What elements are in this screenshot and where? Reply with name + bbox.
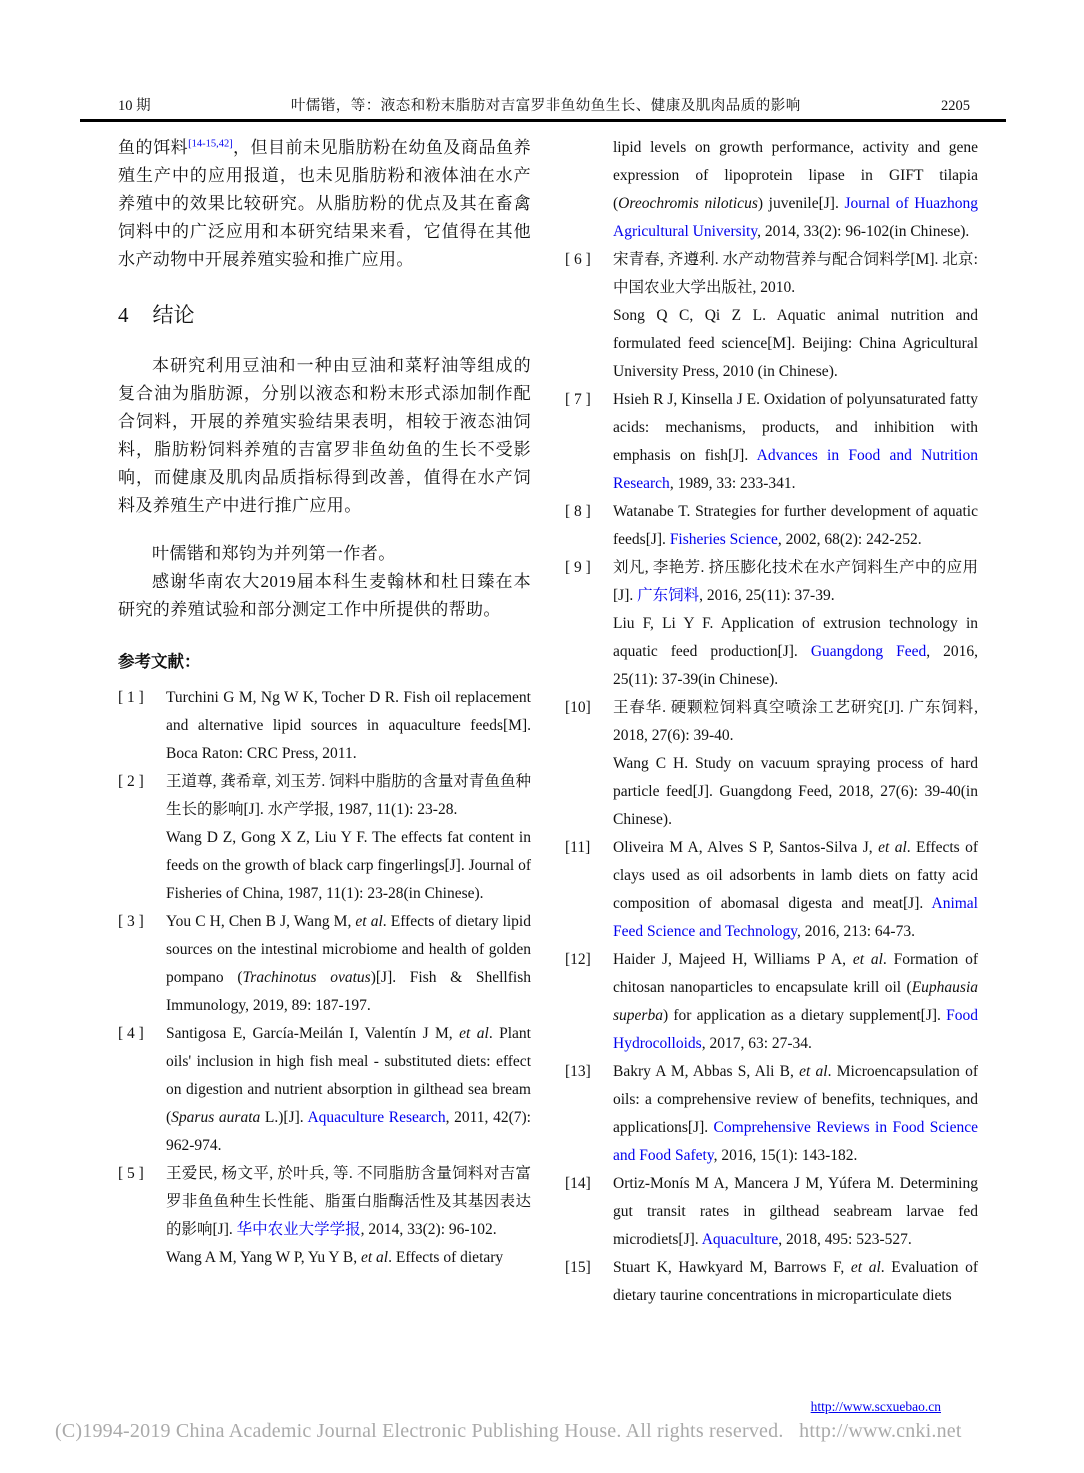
reference-item: [118, 684, 531, 768]
journal-link[interactable]: Food Hydrocolloids: [613, 1007, 978, 1052]
reference-paragraph: You C H, Chen B J, Wang M, et al. Effects of dietary lipid sources on the intestinal microbiome and health of golden pompano (Trachinotus ovatus)[J]. Fish & Shellfish Immunology, 2019, 89: 187-197.: [166, 913, 531, 1014]
italic-term: Oreochromis niloticus: [618, 195, 758, 212]
reference-paragraph: Wang C H. Study on vacuum spraying process of hard particle feed[J]. Guangdong Feed, 2018, 27(6): 39-40(in Chinese).: [613, 755, 978, 828]
reference-item: [565, 834, 978, 946]
running-title: 叶儒锴，等：液态和粉末脂肪对吉富罗非鱼幼鱼生长、健康及肌肉品质的影响: [290, 98, 801, 114]
reference-body: [166, 768, 531, 908]
left-column: [118, 134, 531, 1310]
intro-paragraph: [118, 134, 531, 274]
journal-link[interactable]: Comprehensive Reviews in Food Science and Food Safety: [613, 1119, 978, 1164]
reference-item: [565, 946, 978, 1058]
journal-link[interactable]: 华中农业大学学报: [236, 1221, 361, 1238]
reference-item: [565, 1170, 978, 1254]
journal-link[interactable]: Advances in Food and Nutrition Research: [613, 447, 978, 492]
issue-label: 10 期: [118, 98, 151, 114]
reference-paragraph: 刘凡, 李艳芳. 挤压膨化技术在水产饲料生产中的应用[J]. 广东饲料, 2016, 25(11): 37-39.: [613, 559, 978, 604]
reference-item: [118, 768, 531, 908]
reference-item: [565, 554, 978, 694]
reference-number: [12]: [565, 951, 591, 968]
reference-paragraph: 宋青春, 齐遵利. 水产动物营养与配合饲料学[M]. 北京: 中国农业大学出版社, 2010.: [613, 251, 978, 296]
page-number: 2205: [941, 98, 970, 114]
reference-number: [ 2 ]: [118, 773, 144, 790]
reference-number: [ 9 ]: [565, 559, 591, 576]
reference-number: [11]: [565, 839, 591, 856]
reference-body: [613, 834, 978, 946]
reference-body: [613, 1170, 978, 1254]
reference-body: [166, 684, 531, 768]
reference-body: [166, 908, 531, 1020]
italic-term: et al: [850, 1259, 881, 1276]
reference-paragraph: Stuart K, Hawkyard M, Barrows F, et al. Evaluation of dietary taurine concentrations in microparticulate diets: [613, 1259, 979, 1304]
right-column: [565, 134, 978, 1310]
copyright-watermark: (C)1994-2019 China Academic Journal Electronic Publishing House. All rights reserved. http://www.cnki.net: [55, 1420, 962, 1442]
citation-superscript[interactable]: [14-15,42]: [188, 138, 233, 150]
reference-body: [613, 1254, 978, 1310]
section-number: 4: [118, 303, 129, 327]
reference-number: [ 5 ]: [118, 1165, 144, 1182]
reference-paragraph: Wang A M, Yang W P, Yu Y B, et al. Effects of dietary: [166, 1249, 504, 1266]
reference-paragraph: Santigosa E, García-Meilán I, Valentín J M, et al. Plant oils' inclusion in high fish meal - substituted diets: effect on digestion and nutrient absorption in gilthead sea bream (Sparus aurata L.)[J]. Aquaculture Research, 2011, 42(7): 962-974.: [166, 1025, 531, 1154]
reference-paragraph: Wang D Z, Gong X Z, Liu Y F. The effects fat content in feeds on the growth of black carp fingerlings[J]. Journal of Fisheries of China, 1987, 11(1): 23-28(in Chinese).: [166, 829, 531, 902]
journal-link[interactable]: 广东饲料: [637, 587, 700, 604]
reference-item: [565, 246, 978, 386]
reference-number: [10]: [565, 699, 591, 716]
reference-paragraph: Haider J, Majeed H, Williams P A, et al. Formation of chitosan nanoparticles to encapsulate krill oil (Euphausia superba) for application as a dietary supplement[J]. Food Hydrocolloids, 2017, 63: 27-34.: [613, 951, 979, 1052]
reference-paragraph: Watanabe T. Strategies for further development of aquatic feeds[J]. Fisheries Science, 2002, 68(2): 242-252.: [613, 503, 978, 548]
reference-number: [14]: [565, 1175, 591, 1192]
reference-body: [613, 246, 978, 386]
reference-continuation: lipid levels on growth performance, activity and gene expression of lipoprotein lipase in GIFT tilapia (Oreochromis niloticus) juvenile[J]. Journal of Huazhong Agricultural University, 2014, 33(2): 96-102(in Chinese).: [613, 139, 978, 240]
reference-paragraph: Bakry A M, Abbas S, Ali B, et al. Microencapsulation of oils: a comprehensive review of benefits, techniques, and applications[J]. Comprehensive Reviews in Food Science and Food Safety, 2016, 15(1): 143-182.: [613, 1063, 978, 1164]
italic-term: et al: [799, 1063, 828, 1080]
references-list-left: [118, 684, 531, 1272]
reference-paragraph: 王春华. 硬颗粒饲料真空喷涂工艺研究[J]. 广东饲料, 2018, 27(6): 39-40.: [613, 699, 978, 744]
reference-body: [613, 554, 978, 694]
section-heading-conclusion: [118, 300, 531, 330]
reference-number: [ 6 ]: [565, 251, 591, 268]
reference-item: [565, 386, 978, 498]
italic-term: Euphausia superba: [613, 979, 978, 1024]
journal-link[interactable]: Fisheries Science: [669, 531, 778, 548]
journal-link[interactable]: Aquaculture: [701, 1231, 779, 1248]
reference-item: [565, 1058, 978, 1170]
acknowledgement: 感谢华南农大2019届本科生麦翰林和杜日臻在本研究的养殖试验和部分测定工作中所提供的帮助。: [118, 572, 531, 619]
reference-paragraph: Liu F, Li Y F. Application of extrusion technology in aquatic feed production[J]. Guangdong Feed, 2016, 25(11): 37-39(in Chinese).: [613, 615, 979, 688]
italic-term: et al: [852, 951, 883, 968]
reference-body: [613, 946, 978, 1058]
journal-link[interactable]: Animal Feed Science and Technology: [613, 895, 978, 940]
reference-number: [ 8 ]: [565, 503, 591, 520]
two-column-body: [118, 134, 978, 1310]
reference-body: [613, 498, 978, 554]
section-title: 结论: [152, 303, 195, 327]
italic-term: et al: [360, 1249, 389, 1266]
italic-term: et al: [878, 839, 907, 856]
reference-body: [166, 1020, 531, 1160]
reference-number: [ 3 ]: [118, 913, 144, 930]
reference-number: [ 4 ]: [118, 1025, 144, 1042]
reference-body: [613, 694, 978, 834]
reference-paragraph: Song Q C, Qi Z L. Aquatic animal nutrition and formulated feed science[M]. Beijing: China Agricultural University Press, 2010 (in Chinese).: [613, 307, 978, 380]
reference-item: [565, 694, 978, 834]
journal-link[interactable]: Aquaculture Research: [307, 1109, 446, 1126]
references-heading: 参考文献：: [118, 653, 201, 671]
reference-body: [166, 1160, 531, 1272]
reference-item: [565, 498, 978, 554]
conclusion-paragraph: 本研究利用豆油和一种由豆油和菜籽油等组成的复合油为脂肪源，分别以液态和粉末形式添加制作配合饲料，开展的养殖实验结果表明，相较于液态油饲料，脂肪粉饲料养殖的吉富罗非鱼幼鱼的生长不受影响，而健康及肌肉品质指标得到改善，值得在水产饲料及养殖生产中进行推广应用。: [118, 356, 531, 515]
author-note: 叶儒锴和郑钧为并列第一作者。: [152, 544, 396, 563]
journal-link[interactable]: Journal of Huazhong Agricultural University: [613, 195, 978, 240]
reference-body: [613, 386, 978, 498]
reference-body: [613, 1058, 978, 1170]
reference-number: [15]: [565, 1259, 591, 1276]
reference-paragraph: Ortiz-Monís M A, Mancera J M, Yúfera M. Determining gut transit rates in gilthead seabream larvae fed microdiets[J]. Aquaculture, 2018, 495: 523-527.: [613, 1175, 978, 1248]
italic-term: Trachinotus ovatus: [242, 969, 371, 986]
references-list-right: [565, 246, 978, 1310]
reference-item: [565, 1254, 978, 1310]
reference-paragraph: Turchini G M, Ng W K, Tocher D R. Fish oil replacement and alternative lipid sources in aquaculture feeds[M]. Boca Raton: CRC Press, 2011.: [166, 689, 531, 762]
journal-url-link[interactable]: http://www.scxuebao.cn: [810, 1399, 941, 1414]
reference-item: [118, 1160, 531, 1272]
reference-paragraph: 王爱民, 杨文平, 於叶兵, 等. 不同脂肪含量饲料对吉富罗非鱼鱼种生长性能、脂蛋白脂酶活性及其基因表达的影响[J]. 华中农业大学学报, 2014, 33(2): 96-102.: [166, 1165, 531, 1238]
reference-number: [ 7 ]: [565, 391, 591, 408]
intro-text-before: 鱼的饵料: [118, 138, 189, 157]
italic-term: et al: [355, 913, 383, 930]
reference-paragraph: 王道尊, 龚希章, 刘玉芳. 饲料中脂肪的含量对青鱼鱼种生长的影响[J]. 水产学报, 1987, 11(1): 23-28.: [166, 773, 531, 818]
reference-item: [118, 908, 531, 1020]
reference-number: [ 1 ]: [118, 689, 144, 706]
reference-paragraph: Hsieh R J, Kinsella J E. Oxidation of polyunsaturated fatty acids: mechanisms, products, and inhibition with emphasis on fish[J]. Advances in Food and Nutrition Research, 1989, 33: 233-341.: [613, 391, 978, 492]
intro-text-after: ，但目前未见脂肪粉在幼鱼及商品鱼养殖生产中的应用报道，也未见脂肪粉和液体油在水产养殖中的效果比较研究。从脂肪粉的优点及其在畜禽饲料中的广泛应用和本研究结果来看，它值得在其他水产动物中开展养殖实验和推广应用。: [118, 138, 531, 269]
reference-paragraph: Oliveira M A, Alves S P, Santos-Silva J, et al. Effects of clays used as oil adsorbents in lamb diets on fatty acid composition of abomasal digesta and meat[J]. Animal Feed Science and Technology, 2016, 213: 64-73.: [613, 839, 978, 940]
italic-term: et al: [459, 1025, 489, 1042]
journal-link[interactable]: Guangdong Feed: [810, 643, 927, 660]
page-header: [118, 94, 970, 115]
reference-item: [118, 1020, 531, 1160]
header-rule: [80, 119, 1006, 122]
reference-number: [13]: [565, 1063, 591, 1080]
italic-term: Sparus aurata: [171, 1109, 261, 1126]
